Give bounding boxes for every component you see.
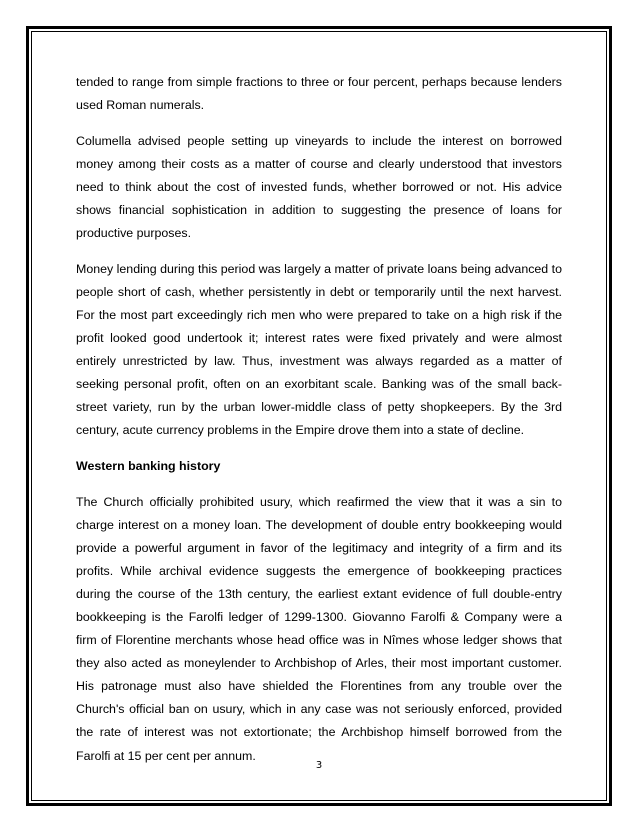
section-heading: Western banking history <box>76 458 221 473</box>
page-number: 3 <box>315 760 323 771</box>
paragraph-columella: Columella advised people setting up vineyards to include the interest on borrowed money among their costs as a matter of course and clearly understood that investors need to think about the cost of invested funds, whether borrowed or not. His advice shows financial sophistication in addition to suggesting the presence of loans for productive purposes. <box>76 133 562 241</box>
paragraph-roman-numerals: tended to range from simple fractions to three or four percent, perhaps because lenders used Roman numerals. <box>76 75 562 113</box>
paragraph-church-usury: The Church officially prohibited usury, which reafirmed the view that it was a sin to charge interest on a money loan. The development of double entry bookkeeping would provide a powerful argument in favor of the legitimacy and integrity of a firm and its profits. While archival evidence suggests the emergence of bookkeeping practices during the course of the 13th century, the earliest extant evidence of full double-entry bookkeeping is the Farolfi ledger of 1299-1300. Giovanno Farolfi & Company were a firm of Florentine merchants whose head office was in Nîmes whose ledger shows that they also acted as moneylender to Archbishop of Arles, their most important customer. His patronage must also have shielded the Florentines from any trouble over the Church's official ban on usury, which in any case was not seriously enforced, provided the rate of interest was not extortionate; the Archbishop himself borrowed from the Farolfi at 15 per cent per annum. <box>76 494 562 763</box>
page-content <box>76 71 562 780</box>
paragraph-money-lending: Money lending during this period was largely a matter of private loans being advanced to people short of cash, whether persistently in debt or temporarily until the next harvest. For the most part exceedingly rich men who were prepared to take on a high risk if the profit looked good undertook it; interest rates were fixed privately and were almost entirely unrestricted by law. Thus, investment was always regarded as a matter of seeking personal profit, often on an exorbitant scale. Banking was of the small back-street variety, run by the urban lower-middle class of petty shopkeepers. By the 3rd century, acute currency problems in the Empire drove them into a state of decline. <box>76 261 562 438</box>
